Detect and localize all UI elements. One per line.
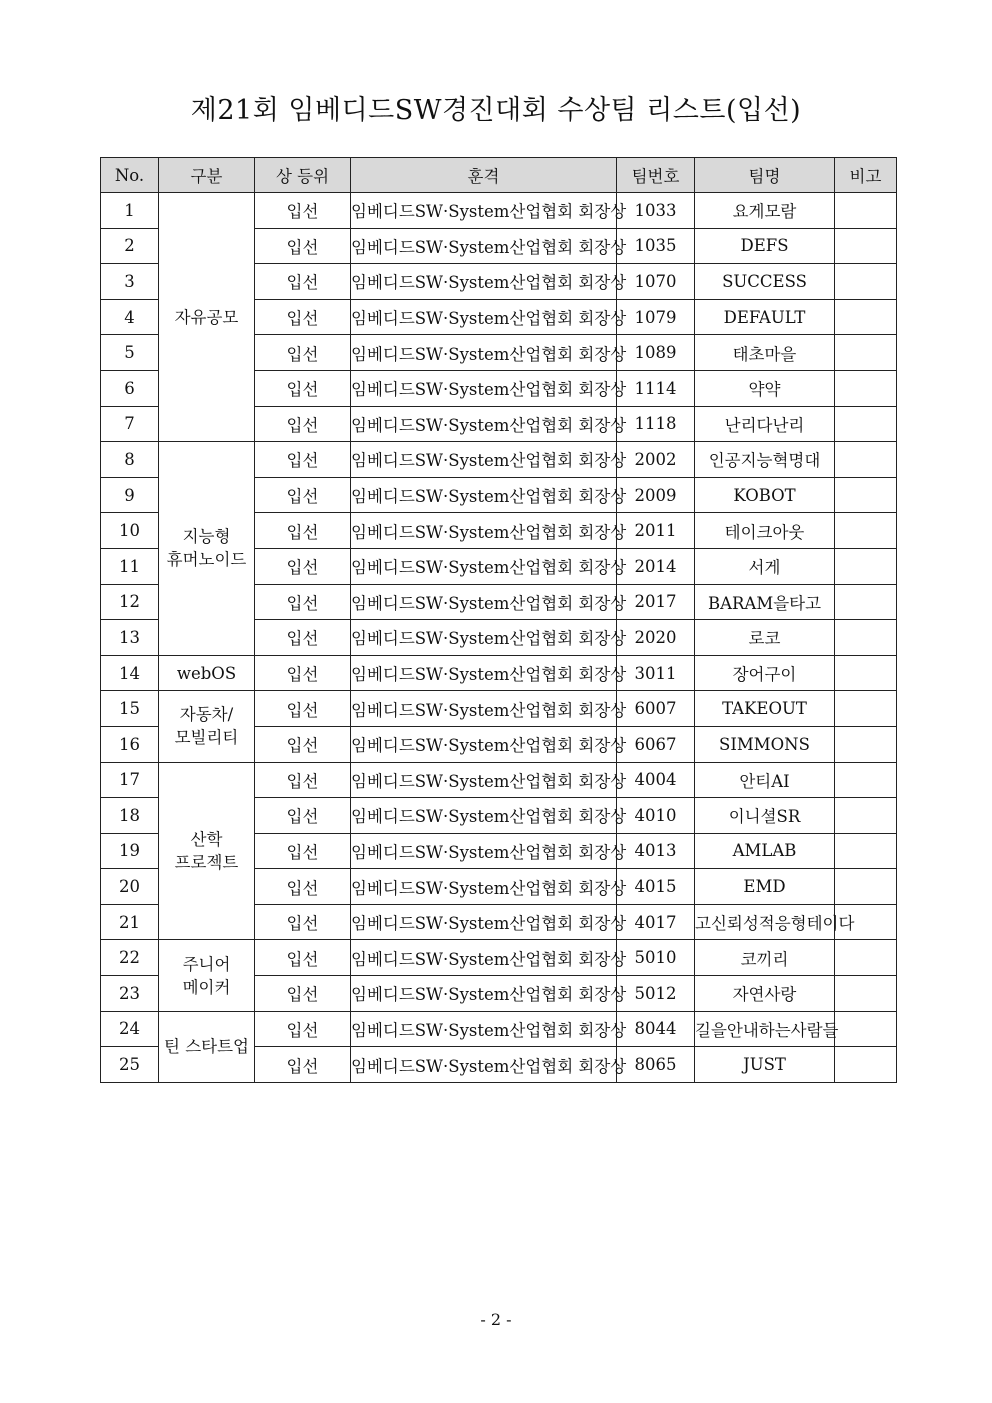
team-number-cell: 5010 <box>617 940 695 976</box>
category-label: 자유공모 <box>174 307 239 327</box>
award-cell: 임베디드SW·System산업협회 회장상 <box>351 584 617 620</box>
category-label: 틴 스타트업 <box>164 1037 249 1057</box>
row-number: 22 <box>101 940 159 976</box>
team-number-cell: 2020 <box>617 620 695 656</box>
rank-cell: 입선 <box>255 1011 351 1047</box>
award-cell: 임베디드SW·System산업협회 회장상 <box>351 620 617 656</box>
table-header-row <box>101 158 897 193</box>
note-cell <box>835 442 897 478</box>
row-number: 11 <box>101 548 159 584</box>
rank-cell: 입선 <box>255 798 351 834</box>
team-name-cell: EMD <box>695 869 835 905</box>
team-name-cell: 길을안내하는사람들 <box>695 1011 835 1047</box>
award-cell: 임베디드SW·System산업협회 회장상 <box>351 1047 617 1083</box>
team-number-cell: 2017 <box>617 584 695 620</box>
row-number: 24 <box>101 1011 159 1047</box>
note-cell <box>835 513 897 549</box>
team-number-cell: 4013 <box>617 833 695 869</box>
note-cell <box>835 299 897 335</box>
row-number: 3 <box>101 264 159 300</box>
rank-cell: 입선 <box>255 264 351 300</box>
note-cell <box>835 798 897 834</box>
row-number: 9 <box>101 477 159 513</box>
header-rank: 상 등위 <box>255 158 351 193</box>
row-number: 6 <box>101 370 159 406</box>
note-cell <box>835 584 897 620</box>
team-number-cell: 4004 <box>617 762 695 798</box>
rank-cell: 입선 <box>255 228 351 264</box>
rank-cell: 입선 <box>255 1047 351 1083</box>
team-name-cell: DEFAULT <box>695 299 835 335</box>
row-number: 5 <box>101 335 159 371</box>
team-number-cell: 3011 <box>617 655 695 691</box>
rank-cell: 입선 <box>255 193 351 229</box>
row-number: 20 <box>101 869 159 905</box>
team-name-cell: DEFS <box>695 228 835 264</box>
award-cell: 임베디드SW·System산업협회 회장상 <box>351 228 617 264</box>
note-cell <box>835 548 897 584</box>
team-number-cell: 5012 <box>617 976 695 1012</box>
award-cell: 임베디드SW·System산업협회 회장상 <box>351 477 617 513</box>
note-cell <box>835 335 897 371</box>
award-cell: 임베디드SW·System산업협회 회장상 <box>351 976 617 1012</box>
rank-cell: 입선 <box>255 299 351 335</box>
team-number-cell: 2009 <box>617 477 695 513</box>
award-cell: 임베디드SW·System산업협회 회장상 <box>351 691 617 727</box>
team-name-cell: TAKEOUT <box>695 691 835 727</box>
row-number: 17 <box>101 762 159 798</box>
row-number: 2 <box>101 228 159 264</box>
team-number-cell: 2011 <box>617 513 695 549</box>
category-cell <box>159 762 255 940</box>
team-name-cell: 안티AI <box>695 762 835 798</box>
header-team-name: 팀명 <box>695 158 835 193</box>
award-cell: 임베디드SW·System산업협회 회장상 <box>351 904 617 940</box>
row-number: 25 <box>101 1047 159 1083</box>
table-row <box>101 1011 897 1047</box>
table-row <box>101 193 897 229</box>
rank-cell: 입선 <box>255 904 351 940</box>
category-label: 프로젝트 <box>174 852 239 872</box>
rank-cell: 입선 <box>255 513 351 549</box>
award-cell: 임베디드SW·System산업협회 회장상 <box>351 193 617 229</box>
award-cell: 임베디드SW·System산업협회 회장상 <box>351 264 617 300</box>
header-category: 구분 <box>159 158 255 193</box>
team-name-cell: 이니셜SR <box>695 798 835 834</box>
award-cell: 임베디드SW·System산업협회 회장상 <box>351 726 617 762</box>
award-cell: 임베디드SW·System산업협회 회장상 <box>351 869 617 905</box>
page-number: - 2 - <box>480 1310 512 1329</box>
category-label: 메이커 <box>182 977 231 997</box>
note-cell <box>835 940 897 976</box>
team-name-cell: BARAM을타고 <box>695 584 835 620</box>
category-label: webOS <box>176 663 237 683</box>
note-cell <box>835 620 897 656</box>
team-number-cell: 1114 <box>617 370 695 406</box>
rank-cell: 입선 <box>255 869 351 905</box>
rank-cell: 입선 <box>255 335 351 371</box>
header-award: 훈격 <box>351 158 617 193</box>
rank-cell: 입선 <box>255 976 351 1012</box>
rank-cell: 입선 <box>255 940 351 976</box>
category-label: 자동차/ <box>179 705 234 725</box>
header-note: 비고 <box>835 158 897 193</box>
award-table <box>100 157 897 1083</box>
category-label: 지능형 <box>182 527 231 547</box>
team-number-cell: 8044 <box>617 1011 695 1047</box>
team-name-cell: 로코 <box>695 620 835 656</box>
table-body <box>101 193 897 1083</box>
team-number-cell: 6007 <box>617 691 695 727</box>
team-number-cell: 1035 <box>617 228 695 264</box>
team-number-cell: 1118 <box>617 406 695 442</box>
rank-cell: 입선 <box>255 833 351 869</box>
category-cell <box>159 1011 255 1082</box>
team-name-cell: SUCCESS <box>695 264 835 300</box>
award-cell: 임베디드SW·System산업협회 회장상 <box>351 762 617 798</box>
team-name-cell: 장어구이 <box>695 655 835 691</box>
team-number-cell: 4010 <box>617 798 695 834</box>
team-name-cell: 코끼리 <box>695 940 835 976</box>
award-cell: 임베디드SW·System산업협회 회장상 <box>351 513 617 549</box>
note-cell <box>835 833 897 869</box>
note-cell <box>835 1047 897 1083</box>
team-number-cell: 4015 <box>617 869 695 905</box>
category-label: 모빌리티 <box>174 728 239 748</box>
category-label: 휴머노이드 <box>166 550 247 570</box>
note-cell <box>835 726 897 762</box>
award-cell: 임베디드SW·System산업협회 회장상 <box>351 798 617 834</box>
note-cell <box>835 370 897 406</box>
row-number: 18 <box>101 798 159 834</box>
note-cell <box>835 228 897 264</box>
category-label: 산학 <box>190 829 223 849</box>
award-cell: 임베디드SW·System산업협회 회장상 <box>351 335 617 371</box>
table-row <box>101 691 897 727</box>
team-number-cell: 1079 <box>617 299 695 335</box>
note-cell <box>835 691 897 727</box>
row-number: 1 <box>101 193 159 229</box>
note-cell <box>835 655 897 691</box>
rank-cell: 입선 <box>255 584 351 620</box>
team-name-cell: 인공지능혁명대 <box>695 442 835 478</box>
rank-cell: 입선 <box>255 620 351 656</box>
team-number-cell: 1070 <box>617 264 695 300</box>
row-number: 14 <box>101 655 159 691</box>
rank-cell: 입선 <box>255 406 351 442</box>
rank-cell: 입선 <box>255 442 351 478</box>
rank-cell: 입선 <box>255 762 351 798</box>
award-cell: 임베디드SW·System산업협회 회장상 <box>351 406 617 442</box>
rank-cell: 입선 <box>255 548 351 584</box>
team-name-cell: 요게모람 <box>695 193 835 229</box>
row-number: 19 <box>101 833 159 869</box>
category-cell <box>159 193 255 442</box>
row-number: 16 <box>101 726 159 762</box>
award-cell: 임베디드SW·System산업협회 회장상 <box>351 655 617 691</box>
team-number-cell: 2014 <box>617 548 695 584</box>
category-cell <box>159 691 255 762</box>
team-name-cell: AMLAB <box>695 833 835 869</box>
team-name-cell: 약약 <box>695 370 835 406</box>
team-name-cell: 자연사랑 <box>695 976 835 1012</box>
team-number-cell: 4017 <box>617 904 695 940</box>
category-label: 주니어 <box>182 954 231 974</box>
team-number-cell: 6067 <box>617 726 695 762</box>
note-cell <box>835 406 897 442</box>
team-name-cell: KOBOT <box>695 477 835 513</box>
rank-cell: 입선 <box>255 477 351 513</box>
award-cell: 임베디드SW·System산업협회 회장상 <box>351 833 617 869</box>
rank-cell: 입선 <box>255 726 351 762</box>
row-number: 4 <box>101 299 159 335</box>
category-cell <box>159 442 255 656</box>
note-cell <box>835 762 897 798</box>
note-cell <box>835 869 897 905</box>
award-cell: 임베디드SW·System산업협회 회장상 <box>351 299 617 335</box>
row-number: 15 <box>101 691 159 727</box>
award-cell: 임베디드SW·System산업협회 회장상 <box>351 370 617 406</box>
rank-cell: 입선 <box>255 691 351 727</box>
page-title: 제21회 임베디드SW경진대회 수상팀 리스트(입선) <box>190 95 802 126</box>
team-name-cell: 난리다난리 <box>695 406 835 442</box>
rank-cell: 입선 <box>255 655 351 691</box>
award-cell: 임베디드SW·System산업협회 회장상 <box>351 940 617 976</box>
header-team-number: 팀번호 <box>617 158 695 193</box>
team-name-cell: 서게 <box>695 548 835 584</box>
table-row <box>101 655 897 691</box>
note-cell <box>835 976 897 1012</box>
note-cell <box>835 477 897 513</box>
note-cell <box>835 264 897 300</box>
table-row <box>101 442 897 478</box>
team-number-cell: 1033 <box>617 193 695 229</box>
note-cell <box>835 1011 897 1047</box>
team-name-cell: 고신뢰성적응형테이다 <box>695 904 835 940</box>
team-name-cell: SIMMONS <box>695 726 835 762</box>
header-no: No. <box>101 158 159 193</box>
category-cell <box>159 940 255 1011</box>
team-number-cell: 1089 <box>617 335 695 371</box>
award-cell: 임베디드SW·System산업협회 회장상 <box>351 1011 617 1047</box>
team-number-cell: 2002 <box>617 442 695 478</box>
category-cell <box>159 655 255 691</box>
award-cell: 임베디드SW·System산업협회 회장상 <box>351 548 617 584</box>
row-number: 7 <box>101 406 159 442</box>
row-number: 12 <box>101 584 159 620</box>
team-name-cell: JUST <box>695 1047 835 1083</box>
row-number: 21 <box>101 904 159 940</box>
row-number: 13 <box>101 620 159 656</box>
row-number: 23 <box>101 976 159 1012</box>
team-name-cell: 태초마을 <box>695 335 835 371</box>
row-number: 8 <box>101 442 159 478</box>
award-cell: 임베디드SW·System산업협회 회장상 <box>351 442 617 478</box>
row-number: 10 <box>101 513 159 549</box>
team-number-cell: 8065 <box>617 1047 695 1083</box>
rank-cell: 입선 <box>255 370 351 406</box>
table-row <box>101 762 897 798</box>
note-cell <box>835 193 897 229</box>
table-row <box>101 940 897 976</box>
team-name-cell: 테이크아웃 <box>695 513 835 549</box>
